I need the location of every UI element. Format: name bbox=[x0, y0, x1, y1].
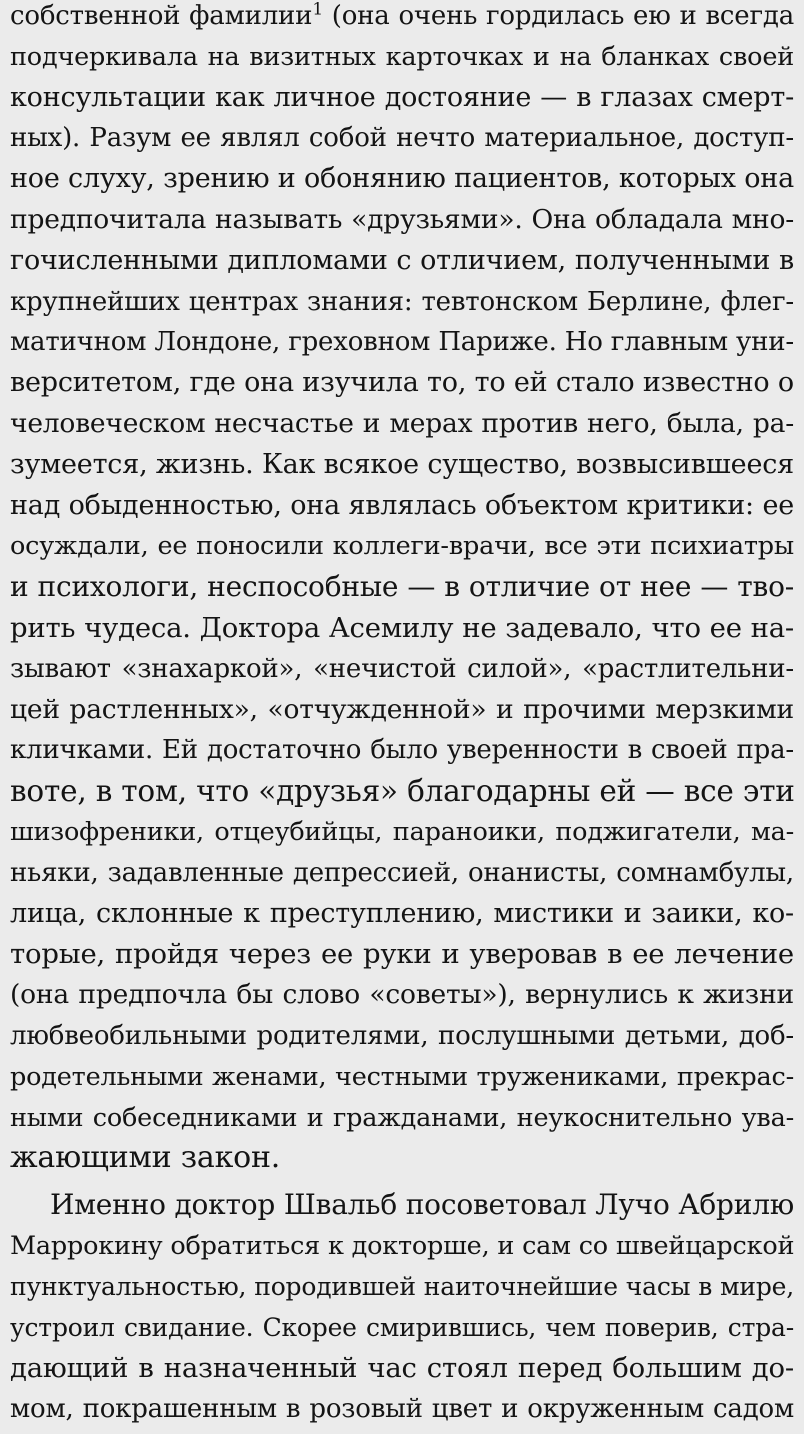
text-line: и психологи, неспособные — в отличие от нее — тво- bbox=[10, 570, 794, 604]
text-line bbox=[10, 0, 794, 37]
text-line: предпочитала называть «друзьями». Она обладала мно- bbox=[10, 203, 794, 235]
text-line: человеческом несчастье и мерах против него, была, ра- bbox=[10, 407, 794, 439]
text-line: матичном Лондоне, греховном Париже. Но главным уни- bbox=[10, 327, 794, 358]
text-line: устроил свидание. Скорее смирившись, чем поверив, стра- bbox=[10, 1312, 794, 1342]
text-line: лица, склонные к преступлению, мистики и заики, ко- bbox=[10, 897, 794, 929]
text-line: жающими закон. bbox=[10, 1140, 281, 1176]
text-line: верситетом, где она изучила то, то ей стало известно о bbox=[10, 367, 794, 399]
text-line: Именно доктор Швальб посоветовал Лучо Абрилю bbox=[50, 1188, 794, 1222]
text-line: (она предпочла бы слово «советы»), вернулись к жизни bbox=[10, 979, 794, 1011]
text-line: ными собеседниками и гражданами, неукоснительно ува- bbox=[10, 1102, 794, 1133]
text-line: ных). Разум ее являл собой нечто материальное, доступ- bbox=[10, 123, 794, 154]
text-line-end: (она очень гордилась ею и всегда bbox=[322, 1, 795, 31]
text-line: ное слуху, зрению и обонянию пациентов, которых она bbox=[10, 163, 794, 195]
text-line: над обыденностью, она являлась объектом критики: ее bbox=[10, 489, 794, 521]
text-line: осуждали, ее поносили коллеги-врачи, все эти психиатры bbox=[10, 531, 794, 562]
text-line-start: собственной фамилии bbox=[10, 1, 313, 31]
text-line: ньяки, задавленные депрессией, онанисты, сомнамбулы, bbox=[10, 857, 794, 888]
text-line: дающий в назначенный час стоял перед большим до- bbox=[10, 1352, 794, 1385]
text-line: подчеркивала на визитных карточках и на бланках своей bbox=[10, 41, 794, 72]
text-line: кличками. Ей достаточно было уверенности в своей пра- bbox=[10, 735, 794, 766]
text-line: консультации как личное достояние — в глазах смерт- bbox=[10, 81, 794, 113]
text-line: Маррокину обратиться к докторше, и сам со швейцарской bbox=[10, 1230, 795, 1261]
paragraph-2 bbox=[10, 1185, 794, 1430]
text-line: гочисленными дипломами с отличием, полученными в bbox=[10, 244, 794, 276]
text-line: пунктуальностью, породившей наиточнейшие часы в мире, bbox=[10, 1271, 794, 1301]
text-line: крупнейших центрах знания: тевтонском Берлине, флег- bbox=[10, 286, 794, 317]
text-line: шизофреники, отцеубийцы, параноики, поджигатели, ма- bbox=[10, 816, 794, 847]
text-line: цей растленных», «отчужденной» и прочими мерзкими bbox=[10, 693, 794, 725]
text-line: любвеобильными родителями, послушными детьми, доб- bbox=[10, 1020, 794, 1051]
text-line: мом, покрашенным в розовый цвет и окруженным садом bbox=[10, 1394, 794, 1425]
text-line: торые, пройдя через ее руки и уверовав в ее лечение bbox=[10, 938, 794, 971]
text-line: зывают «знахаркой», «нечистой силой», «растлительни- bbox=[10, 653, 794, 684]
text-line: воте, в том, что «друзья» благодарны ей — все эти bbox=[10, 774, 795, 809]
footnote-marker: 1 bbox=[312, 0, 323, 20]
text-line: зумеется, жизнь. Как всякое существо, возвысившееся bbox=[10, 448, 794, 480]
paragraph-1 bbox=[10, 0, 794, 1179]
text-line: родетельными женами, честными тружениками, прекрас- bbox=[10, 1061, 794, 1092]
text-line: рить чудеса. Доктора Асемилу не задевало, что ее на- bbox=[10, 611, 794, 644]
